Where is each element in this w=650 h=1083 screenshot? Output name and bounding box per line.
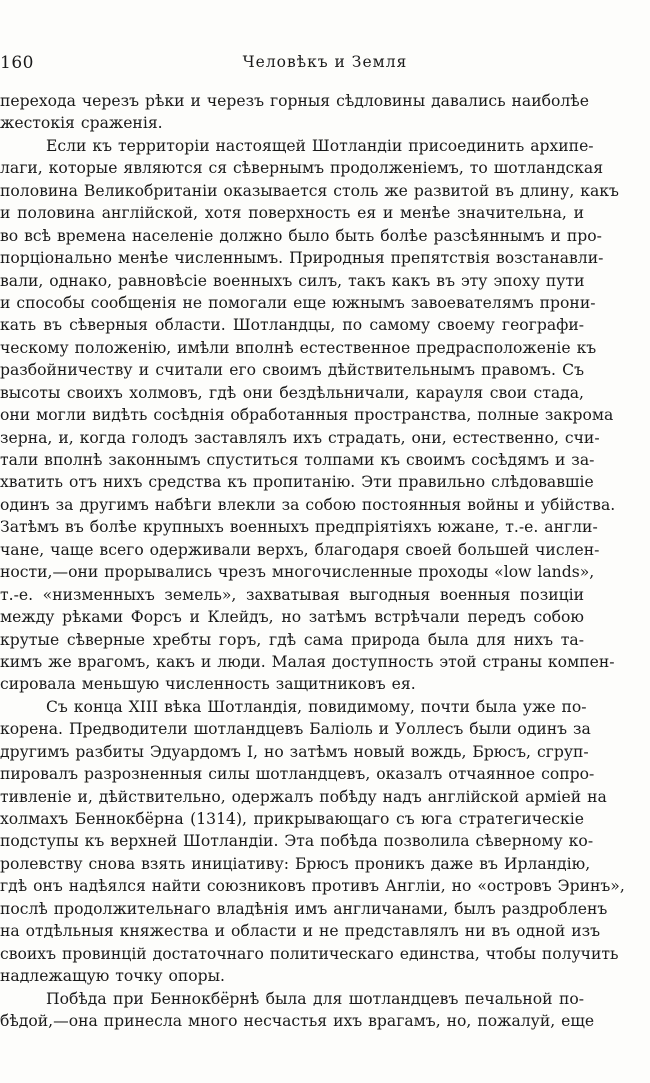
paragraph <box>0 988 595 1033</box>
text-line: во всѣ времена населеніе должно было быть болѣе разсѣяннымъ и про- <box>0 226 602 245</box>
text-line: кимъ же врагомъ, какъ и люди. Малая доступность этой страны компен- <box>0 652 615 671</box>
text-line: хватить отъ нихъ средства къ пропитанію. Эти правильно слѣдовавшіе <box>0 473 594 492</box>
text-line: на отдѣльныя княжества и области и не представлялъ ни въ одной изъ <box>0 922 601 941</box>
text-line: другимъ разбиты Эдуардомъ I, но затѣмъ новый вождь, Брюсъ, сгруп- <box>0 742 589 761</box>
paragraph <box>0 696 625 988</box>
text-line: сировала меньшую численность защитниковъ ея. <box>0 675 416 694</box>
text-line: послѣ продолжительнаго владѣнія имъ англичанами, былъ раздробленъ <box>0 899 608 918</box>
text-line: разбойничеству и считали его своимъ дѣйствительнымъ правомъ. Съ <box>0 361 584 380</box>
text-line: ролевству снова взять иниціативу: Брюсъ проникъ даже въ Ирландію, <box>0 854 591 873</box>
text-line: ности,—они прорывались чрезъ многочисленные проходы «low lands», <box>0 563 595 582</box>
text-line: подступы къ верхней Шотландіи. Эта побѣда позволила сѣверному ко- <box>0 832 594 851</box>
text-line: своихъ провинцій достаточнаго политическаго единства, чтобы получить <box>0 944 619 963</box>
text-line: и способы сообщенія не помогали еще южнымъ завоевателямъ прони- <box>0 293 596 312</box>
text-line: Съ конца XIII вѣка Шотландія, повидимому, почти была уже по- <box>46 697 587 716</box>
paragraph <box>0 135 619 696</box>
text-line: порціонально менѣе численнымъ. Природныя препятствія возстанавли- <box>0 249 604 268</box>
text-line: они могли видѣть сосѣднія обработанныя пространства, полные закрома <box>0 406 614 425</box>
text-line: крутые сѣверные хребты горъ, гдѣ сама природа была для нихъ та- <box>0 630 584 649</box>
text-line: кать въ сѣверныя области. Шотландцы, по самому своему географи- <box>0 316 584 335</box>
text-line: половина Великобританіи оказывается столь же развитой въ длину, какъ <box>0 181 619 200</box>
text-line: Затѣмъ въ болѣе крупныхъ военныхъ предпріятіяхъ южане, т.-е. англи- <box>0 518 598 537</box>
text-line: зерна, и, когда голодъ заставлялъ ихъ страдать, они, естественно, счи- <box>0 428 600 447</box>
text-line: гдѣ онъ надѣялся найти союзниковъ противъ Англіи, но «островъ Эринъ», <box>0 877 625 896</box>
text-line: пировалъ разрозненныя силы шотландцевъ, оказалъ отчаянное сопро- <box>0 765 595 784</box>
text-line: ческому положенію, имѣли вполнѣ естественное предрасположеніе къ <box>0 338 597 357</box>
text-line: одинъ за другимъ набѣги влекли за собою постоянныя войны и убійства. <box>0 495 616 514</box>
text-line: перехода черезъ рѣки и черезъ горныя сѣдловины давались наиболѣе <box>0 92 589 110</box>
text-line: жестокія сраженія. <box>0 114 163 133</box>
text-line: тивленіе и, дѣйствительно, одержалъ побѣду надъ англійской арміей на <box>0 787 607 806</box>
text-line: чане, чаще всего одерживали верхъ, благодаря своей большей числен- <box>0 540 600 559</box>
text-line: высоты своихъ холмовъ, гдѣ они бездѣльничали, карауля свои стада, <box>0 383 584 402</box>
text-line: холмахъ Беннокбёрна (1314), прикрывающаго съ юга стратегическіе <box>0 810 584 828</box>
text-line: тали вполнѣ законнымъ спуститься толпами къ своимъ сосѣдямъ и за- <box>0 451 595 469</box>
text-line: и половина англійской, хотя поверхность ея и менѣе значительна, и <box>0 204 584 223</box>
paragraph <box>0 90 589 135</box>
text-line: бѣдой,—она принесла много несчастья ихъ врагамъ, но, пожалуй, еще <box>0 1011 595 1030</box>
running-title: Человѣкъ и Земля <box>242 53 408 71</box>
page-number: 160 <box>0 53 34 73</box>
text-line: корена. Предводители шотландцевъ Баліоль и Уоллесъ были одинъ за <box>0 720 591 739</box>
running-head <box>0 53 650 77</box>
text-line: Если къ территоріи настоящей Шотландіи присоединить архипе- <box>46 136 594 155</box>
text-line: надлежащую точку опоры. <box>0 967 225 986</box>
body-text <box>0 90 625 1032</box>
text-line: т.-е. «низменныхъ земель», захватывая выгодныя военныя позиціи <box>0 585 584 604</box>
text-line: лаги, которые являются ся сѣвернымъ продолженіемъ, то шотландская <box>0 159 604 178</box>
text-line: Побѣда при Беннокбёрнѣ была для шотландцевъ печальной по- <box>46 989 584 1008</box>
text-line: между рѣками Форсъ и Клейдъ, но затѣмъ встрѣчали передъ собою <box>0 608 584 627</box>
text-line: вали, однако, равновѣсіе военныхъ силъ, такъ какъ въ эту эпоху пути <box>0 271 585 290</box>
